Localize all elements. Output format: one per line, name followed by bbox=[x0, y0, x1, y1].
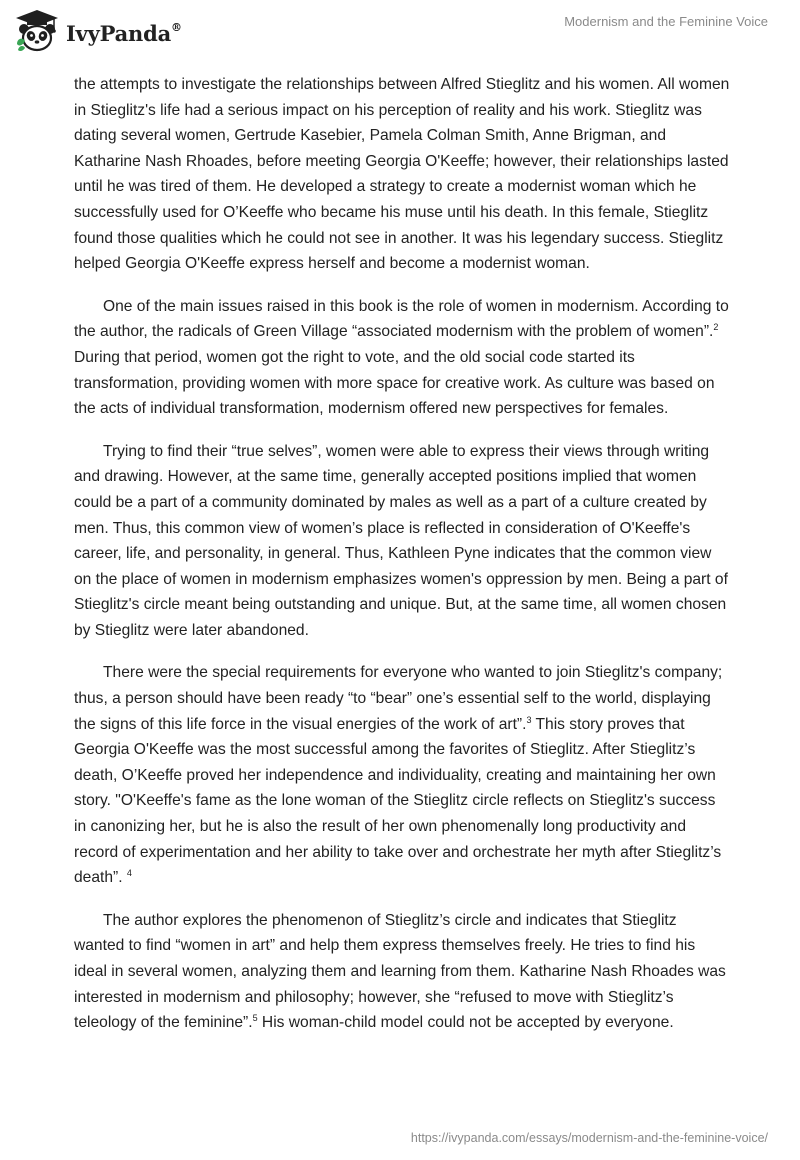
paragraph-1: the attempts to investigate the relationships between Alfred Stieglitz and his women. All women in Stieglitz's life had a serious impact on his perception of reality and his work. Stieglitz was dating several women, Gertrude Kasebier, Pamela Colman Smith, Anne Brigman, and Katharine Nash Rhoades, before meeting Georgia O'Keeffe; however, their relationships lasted until he was tired of them. He developed a strategy to create a modernist woman which he successfully used for O’Keeffe who became his muse until his death. In this female, Stieglitz found those qualities which he could not see in another. It was his legendary success. Stieglitz helped Georgia O'Keeffe express herself and become a modernist woman. bbox=[74, 76, 730, 273]
footnote-ref-2[interactable]: 2 bbox=[713, 322, 719, 333]
document-title: Modernism and the Feminine Voice bbox=[564, 14, 768, 29]
page-header bbox=[0, 0, 800, 66]
paragraph-5: The author explores the phenomenon of Stieglitz’s circle and indicates that Stieglitz wanted to find “women in art” and help them express themselves freely. He tries to find his ideal in several women, analyzing them and learning from them. Katharine Nash Rhoades was interested in modernism and philosophy; however, she “refused to move with Stieglitz’s teleology of the feminine”.$^5$ His woman-child model could not be accepted by everyone. bbox=[74, 911, 726, 1032]
brand-logo[interactable] bbox=[14, 8, 182, 54]
source-url[interactable]: https://ivypanda.com/essays/modernism-and-the-feminine-voice/ bbox=[410, 1131, 768, 1145]
footnote-ref-4[interactable]: 4 bbox=[126, 868, 132, 879]
panda-graduate-icon bbox=[14, 8, 60, 54]
footnote-ref-3[interactable]: 3 bbox=[526, 714, 532, 725]
brand-name: IvyPanda® bbox=[66, 20, 182, 46]
paragraph-4: There were the special requirements for everyone who wanted to join Stieglitz's company; thus, a person should have been ready “to “bear” one’s essential self to the world, displaying the signs of this life force in the visual energies of the work of art”.$^3$ This story proves that Georgia O'Keeffe was the most successful among the favorites of Stieglitz. After Stieglitz’s death, O’Keeffe proved her independence and individuality, creating and maintaining her own story. "O'Keeffe's fame as the lone woman of the Stieglitz circle reflects on Stieglitz's success in canonizing her, but he is also the result of her own phenomenally long productivity and record of experimentation and her ability to take over and orchestrate her myth after Stieglitz’s death”. $^4$ bbox=[74, 664, 723, 887]
footnote-ref-5[interactable]: 5 bbox=[252, 1013, 258, 1024]
essay-body bbox=[74, 72, 730, 1053]
paragraph-3: Trying to find their “true selves”, women were able to express their views through writing and drawing. However, at the same time, generally accepted positions implied that women could be a part of a community dominated by males as well as a part of a culture created by men. Thus, this common view of women’s place is reflected in consideration of O'Keeffe's career, life, and personality, in general. Thus, Kathleen Pyne indicates that the common view on the place of women in modernism emphasizes women's oppression by men. Being a part of Stieglitz's circle meant being outstanding and unique. But, at the same time, all women chosen by Stieglitz were later abandoned. bbox=[74, 442, 728, 639]
paragraph-2: One of the main issues raised in this book is the role of women in modernism. According to the author, the radicals of Green Village “associated modernism with the problem of women”.$^2$ During that period, women got the right to vote, and the old social code started its transformation, providing women with more space for creative work. As culture was based on the acts of individual transformation, modernism offered new perspectives for females. bbox=[74, 297, 729, 418]
